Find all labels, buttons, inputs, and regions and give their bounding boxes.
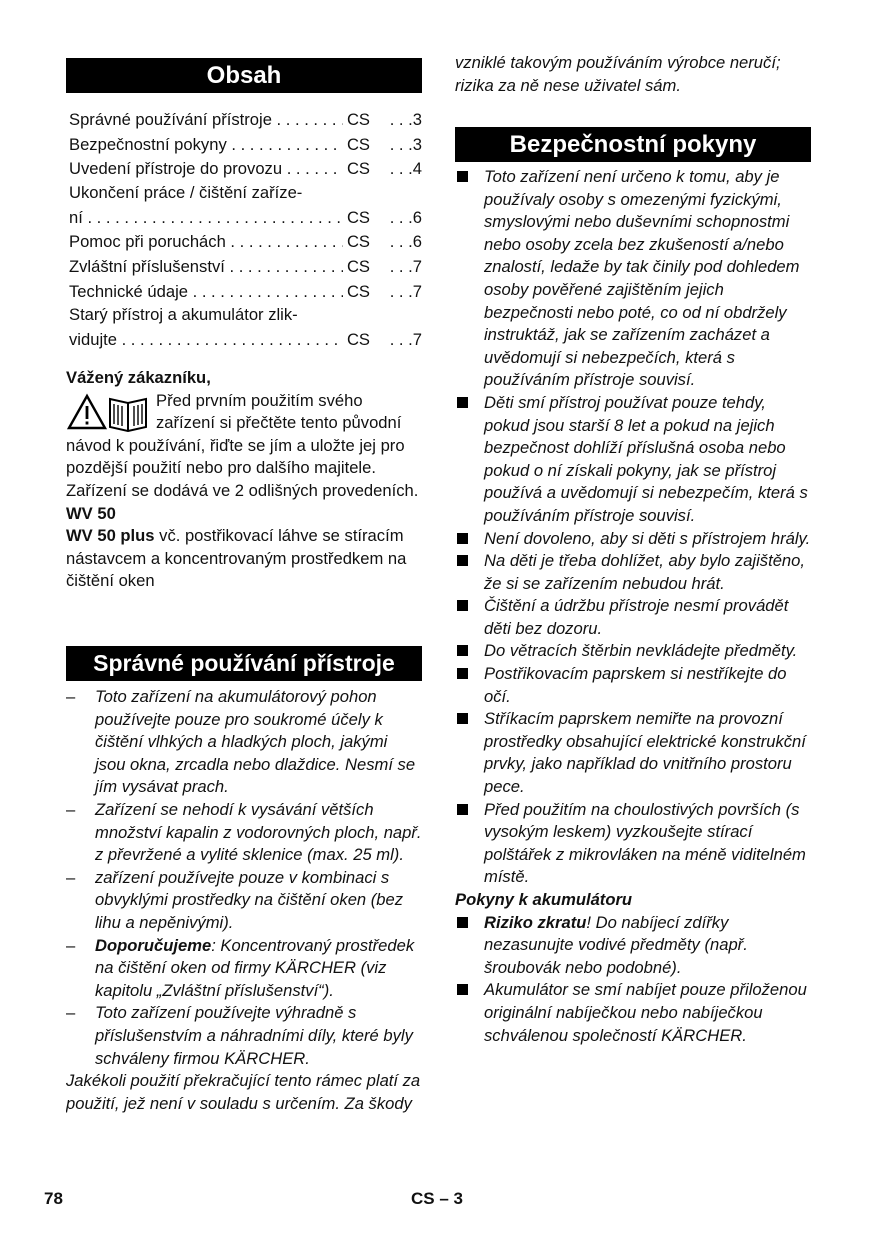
list-item: Do větracích štěrbin nevkládejte předměty.: [455, 640, 811, 663]
list-item: Riziko zkratu! Do nabíjecí zdířky nezasunujte vodivé předměty (např. šroubovák nebo podobné).: [455, 912, 811, 980]
proper-use-list: [66, 686, 422, 1116]
warning-paragraph: Před prvním použitím svého zařízení si přečtěte tento původní návod k používání, řiďte se jím a uložte jej pro pozdější použití nebo pro dalšího majitele.: [66, 390, 405, 478]
toc-entry[interactable]: Technické údaje . . . CS . . . 7: [66, 280, 422, 305]
greeting: Vážený zákazníku,: [66, 368, 211, 387]
bullet-square-icon: [457, 984, 468, 995]
toc-entry[interactable]: Zvláštní příslušenství . . . CS . . . 7: [66, 255, 422, 280]
safety-list: [455, 166, 811, 1047]
bullet-square-icon: [457, 917, 468, 928]
toc-entry[interactable]: Správné používání přístroje . . . CS . . . 3: [66, 108, 422, 133]
list-item: – Zařízení se nehodí k vysávání větších množství kapalin z vodorovných ploch, např. z převržené a vylité sklenice (max. 25 ml).: [66, 799, 422, 867]
list-item: Postřikovacím paprskem si nestříkejte do očí.: [455, 663, 811, 708]
list-item: Akumulátor se smí nabíjet pouze přiloženou originální nabíječkou nebo nabíječkou schválenou společností KÄRCHER.: [455, 979, 811, 1047]
toc-entry[interactable]: Ukončení práce / čištění zaříze- ní . . . CS . . . 6: [66, 182, 422, 231]
list-item: – zařízení používejte pouze v kombinaci s obvyklými prostředky na čištění oken (bez lihu a nepěnivými).: [66, 867, 422, 935]
section-label: CS – 3: [411, 1189, 463, 1208]
page-number: 78: [44, 1189, 63, 1208]
bullet-square-icon: [457, 804, 468, 815]
bullet-square-icon: [457, 397, 468, 408]
bullet-square-icon: [457, 533, 468, 544]
toc-entry[interactable]: Uvedení přístroje do provozu . . . CS . . . 4: [66, 157, 422, 182]
list-item: Děti smí přístroj používat pouze tehdy, pokud jsou starší 8 let a pokud na jejich bezpečnost dohlíží příslušná osoba nebo pokud o ní získali pokyny, jak se přístroj používá a uvědomují si nebezpečím, která s používáním přístroje souvisí.: [455, 392, 811, 528]
list-item: Toto zařízení není určeno k tomu, aby je používaly osoby s omezenými fyzickými, smyslovými nebo duševními schopnostmi nebo osoby zcela bez zkušeností a/nebo znalostí, ledaže by tak činily pod dohledem osoby pověřené zajištěním jejich bezpečnosti nebo poté, co od ní obdržely instruktáž, jak se zařízením zacházet a uvědomují si nebezpečích, která s používáním přístroje souvisí.: [455, 166, 811, 392]
list-item: Čištění a údržbu přístroje nesmí provádět děti bez dozoru.: [455, 595, 811, 640]
model-wv50-plus: WV 50 plus vč. postřikovací láhve se stíracím nástavcem a koncentrovaným prostředkem na čištění oken: [66, 526, 407, 591]
bullet-square-icon: [457, 713, 468, 724]
list-item: Stříkacím paprskem nemiřte na provozní prostředky obsahující elektrické konstrukční prvky, jako například do vnitřního prostoru pece.: [455, 708, 811, 798]
model-wv50: WV 50: [66, 503, 116, 523]
toc-entry[interactable]: Bezpečnostní pokyny . . . CS . . . 3: [66, 133, 422, 158]
bullet-square-icon: [457, 668, 468, 679]
bullet-square-icon: [457, 555, 468, 566]
list-item: – Toto zařízení používejte výhradně s příslušenstvím a náhradními díly, které byly schváleny firmou KÄRCHER.: [66, 1002, 422, 1070]
toc-heading: Obsah: [66, 58, 422, 93]
intro-section: [66, 367, 422, 593]
warning-manual-icon: [66, 390, 150, 432]
battery-heading: Pokyny k akumulátoru: [455, 890, 633, 909]
bullet-square-icon: [457, 600, 468, 611]
toc-entry[interactable]: Starý přístroj a akumulátor zlik- vidujte . . . CS . . . 7: [66, 304, 422, 353]
list-item: Před použitím na choulostivých površích (s vysokým leskem) vyzkoušejte stírací polštářek z mikrovláken na méně viditelném místě.: [455, 799, 811, 889]
proper-use-heading: Správné používání přístroje: [66, 646, 422, 681]
list-item: Na děti je třeba dohlížet, aby bylo zajištěno, že si se zařízením nebudou hrát.: [455, 550, 811, 595]
list-item: Není dovoleno, aby si děti s přístrojem hrály.: [455, 528, 811, 551]
safety-heading: Bezpečnostní pokyny: [455, 127, 811, 162]
list-item: – Doporučujeme: Koncentrovaný prostředek na čištění oken od firmy KÄRCHER (viz kapitolu „Zvláštní příslušenství“).: [66, 935, 422, 1003]
proper-use-closing: Jakékoli použití překračující tento rámec platí za použití, jež není v souladu s určením. Za škody: [66, 1071, 421, 1113]
bullet-square-icon: [457, 645, 468, 656]
table-of-contents: [66, 108, 422, 353]
bullet-square-icon: [457, 171, 468, 182]
list-item: – Toto zařízení na akumulátorový pohon používejte pouze pro soukromé účely k čištění vlhkých a hladkých ploch, jakými jsou okna, zrcadla nebo dlaždice. Nesmí se jím vysávat prach.: [66, 686, 422, 799]
versions-text: Zařízení se dodává ve 2 odlišných provedeních.: [66, 480, 419, 500]
toc-entry[interactable]: Pomoc při poruchách . . . CS . . . 6: [66, 230, 422, 255]
proper-use-closing-continued: vzniklé takovým používáním výrobce neručí; rizika za ně nese uživatel sám.: [455, 53, 781, 95]
